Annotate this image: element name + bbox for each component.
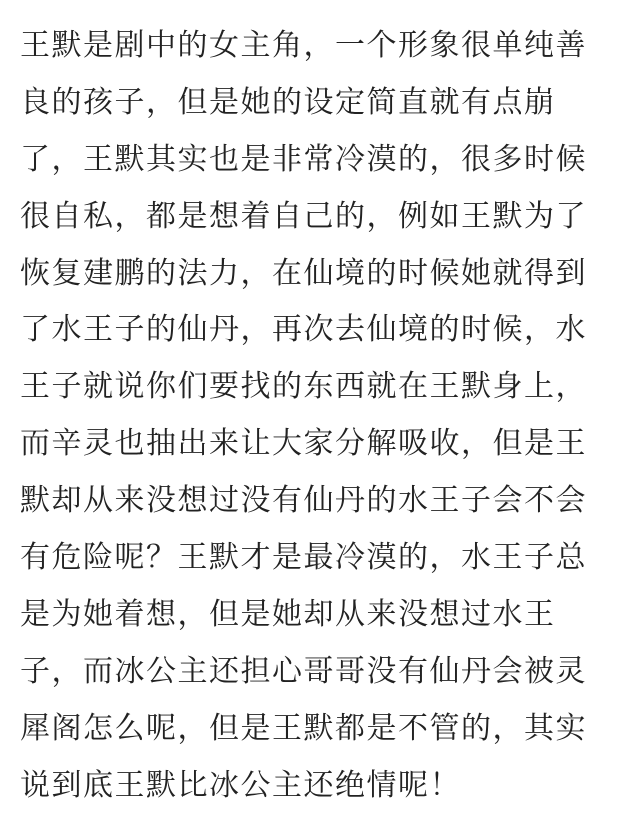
text-line: 恢复建鹏的法力，在仙境的时候她就得到 xyxy=(20,255,587,291)
text-line: 是为她着想，但是她却从来没想过水王 xyxy=(20,596,556,632)
text-line: 了水王子的仙丹，再次去仙境的时候，水 xyxy=(20,312,587,348)
text-line: 王默是剧中的女主角，一个形象很单纯善 xyxy=(20,28,587,63)
text-line: 有危险呢？王默才是最冷漠的，水王子总 xyxy=(20,540,587,576)
text-line: 子，而冰公主还担心哥哥没有仙丹会被灵 xyxy=(20,653,587,689)
text-line: 良的孩子，但是她的设定简直就有点崩 xyxy=(20,84,556,120)
text-line: 了，王默其实也是非常冷漠的，很多时候 xyxy=(20,141,587,177)
text-line: 王子就说你们要找的东西就在王默身上， xyxy=(20,369,587,405)
article-text xyxy=(20,18,620,814)
text-line: 默却从来没想过没有仙丹的水王子会不会 xyxy=(20,483,587,519)
text-line: 说到底王默比冰公主还绝情呢！ xyxy=(20,767,461,803)
text-line: 犀阁怎么呢，但是王默都是不管的，其实 xyxy=(20,710,587,746)
text-line: 很自私，都是想着自己的，例如王默为了 xyxy=(20,198,587,234)
text-line: 而辛灵也抽出来让大家分解吸收，但是王 xyxy=(20,426,587,462)
